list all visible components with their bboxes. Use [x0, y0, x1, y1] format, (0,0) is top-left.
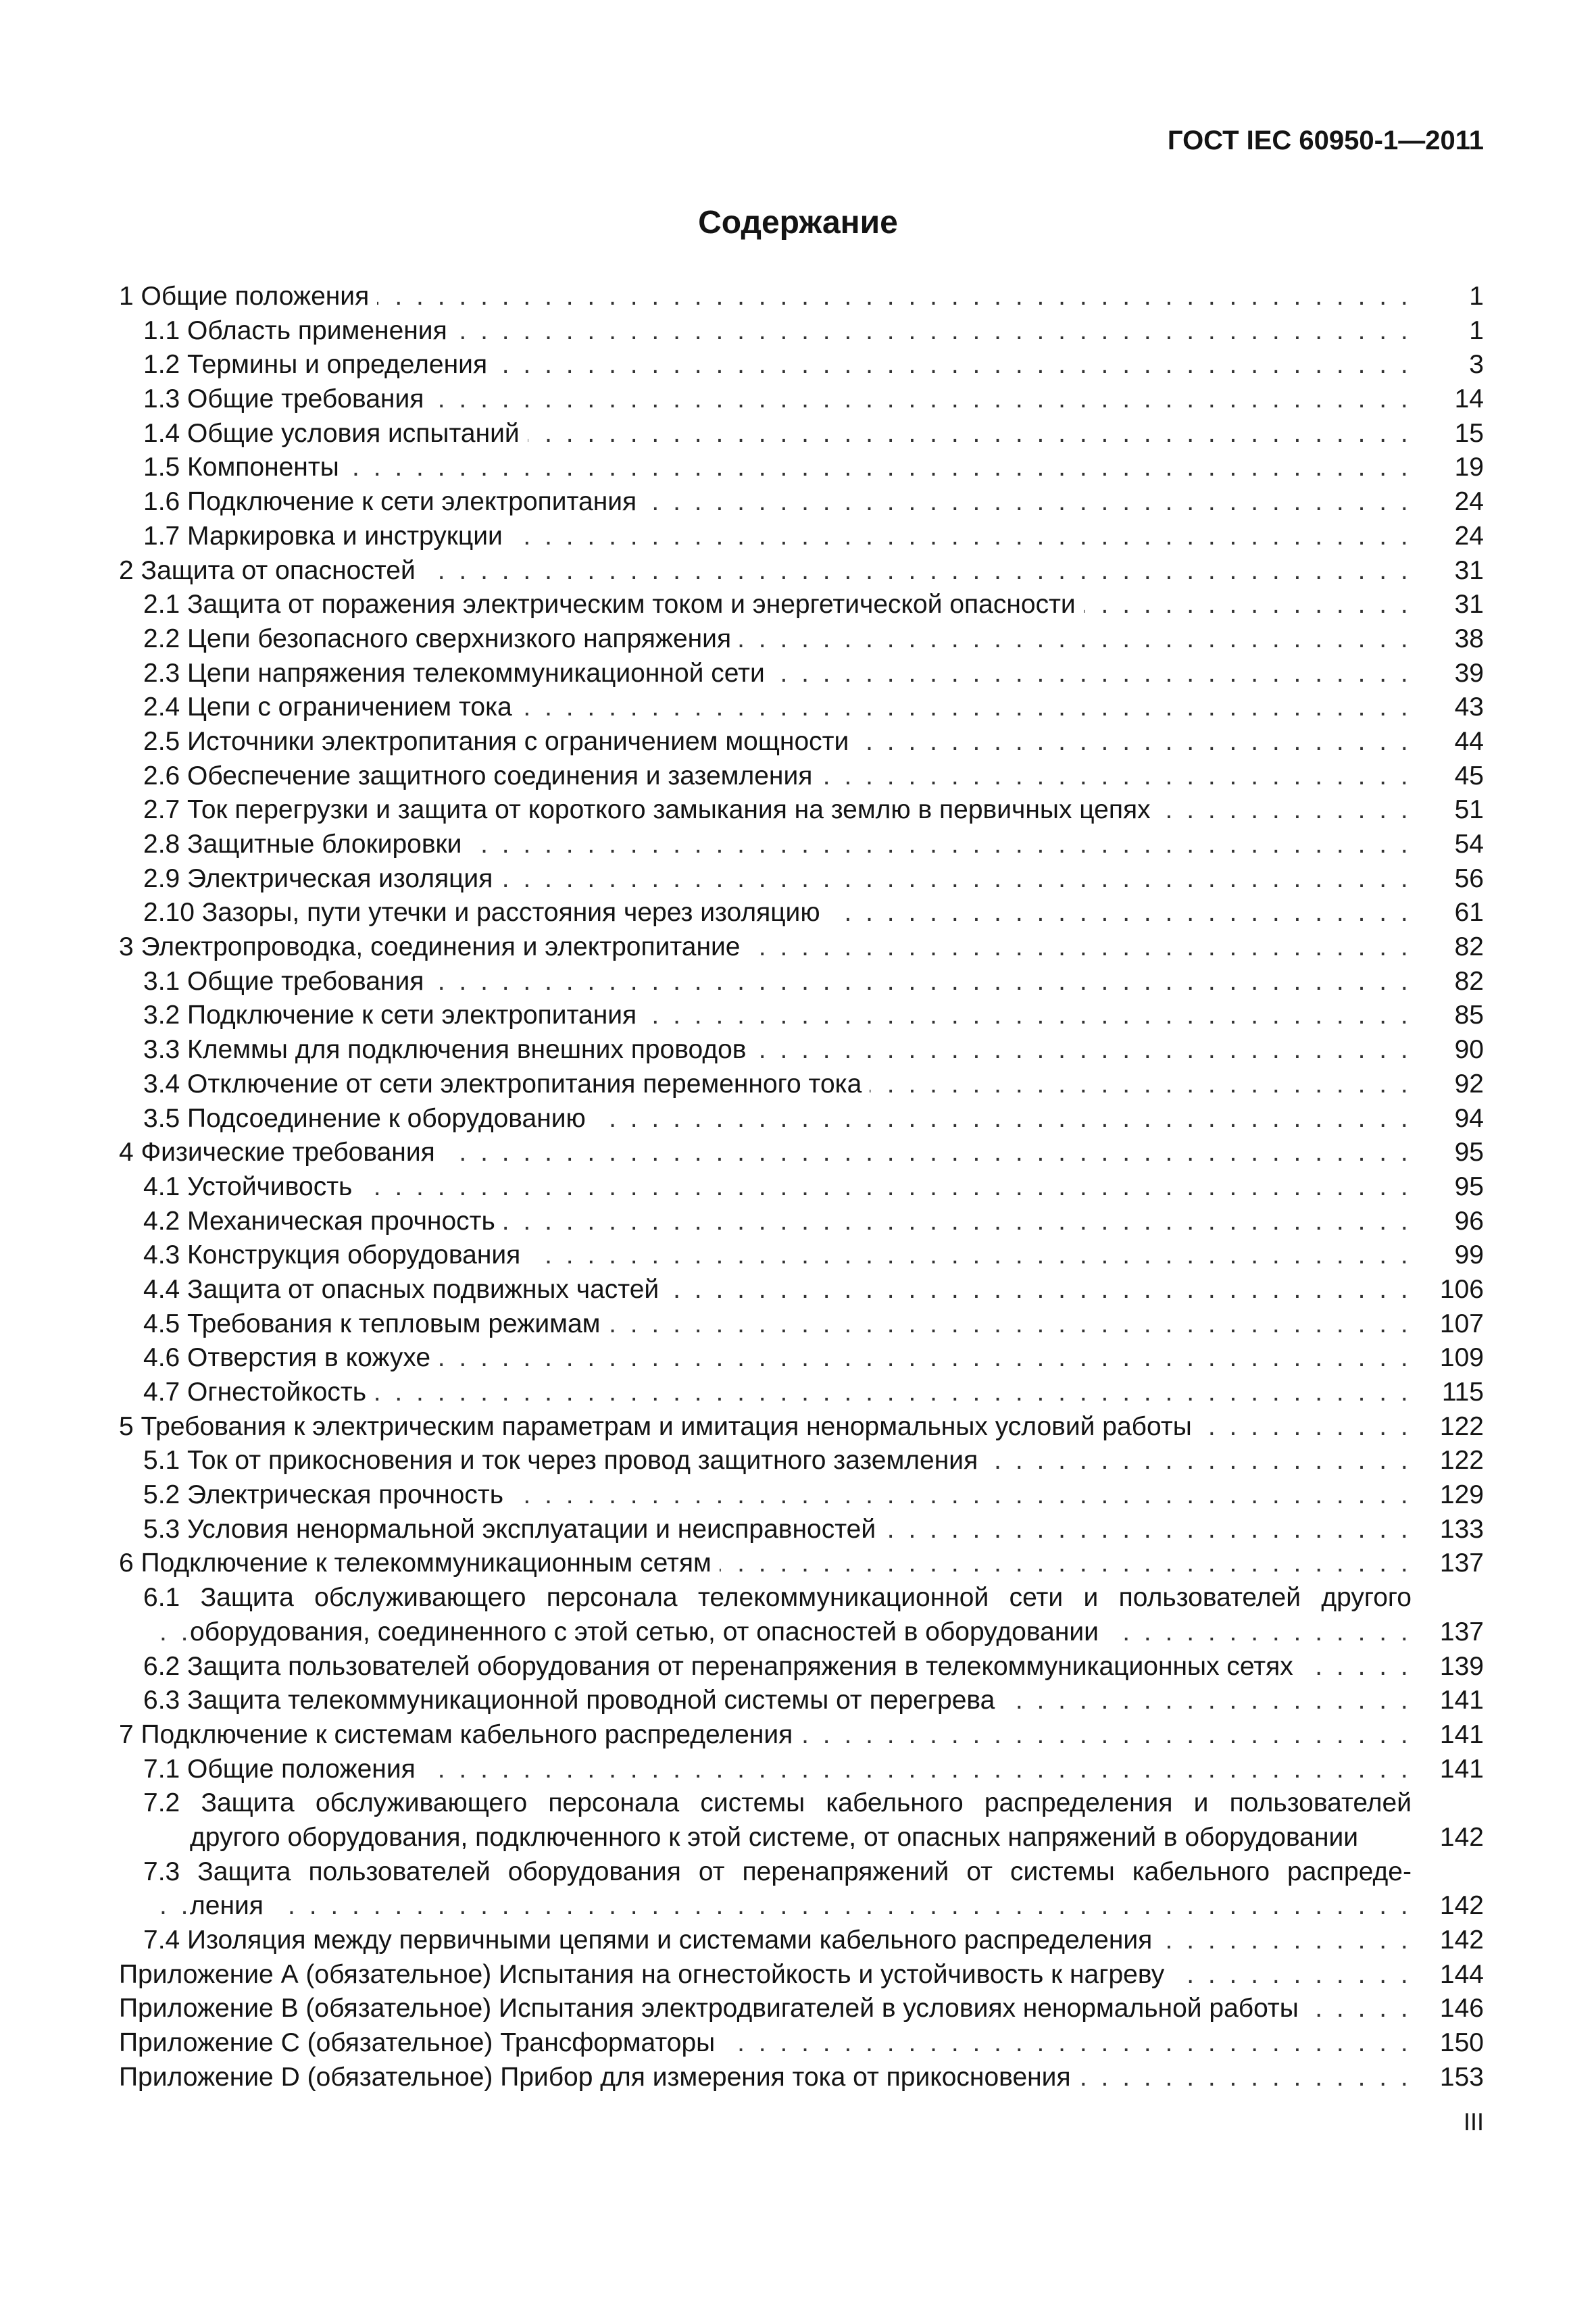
toc-entry-title: 5.3 Условия ненормальной эксплуатации и неисправностей	[143, 1515, 884, 1544]
toc-entry-title: 4.5 Требования к тепловым режимам	[143, 1309, 608, 1338]
toc-entry[interactable]	[119, 280, 1484, 314]
toc-entry[interactable]	[119, 348, 1484, 382]
toc-entry-page: 146	[1439, 1994, 1484, 2023]
toc-entry-title: 3.3 Клеммы для подключения внешних проводов	[143, 1035, 755, 1064]
toc-entry[interactable]	[119, 1205, 1484, 1239]
toc-entry[interactable]	[119, 1821, 1484, 1855]
toc-entry-title: 7.4 Изоляция между первичными цепями и системами кабельного распределения	[143, 1926, 1160, 1955]
toc-entry-page: 82	[1454, 966, 1484, 996]
toc-entry-page: 96	[1454, 1206, 1484, 1236]
toc-entry[interactable]	[119, 1650, 1484, 1684]
table-of-contents	[119, 280, 1484, 2094]
toc-entry[interactable]	[119, 1546, 1484, 1581]
toc-entry-page: 129	[1439, 1480, 1484, 1510]
toc-entry-page: 95	[1454, 1138, 1484, 1167]
toc-entry-page: 141	[1439, 1719, 1484, 1749]
toc-entry[interactable]	[119, 1136, 1484, 1170]
toc-entry-page: 54	[1454, 830, 1484, 859]
toc-entry-title: 6 Подключение к телекоммуникационным сетям	[119, 1549, 720, 1578]
toc-entry[interactable]	[119, 314, 1484, 349]
toc-entry-page: 142	[1439, 1822, 1484, 1852]
toc-entry-title: оборудования, соединенного с этой сетью, от опасностей в оборудовании	[190, 1617, 1107, 1646]
toc-entry-title: 4.3 Конструкция оборудования	[143, 1240, 528, 1269]
toc-entry-title: Приложение С (обязательное) Трансформаторы	[119, 2028, 723, 2057]
toc-entry-title: 3.1 Общие требования	[143, 967, 432, 996]
toc-entry-page: 141	[1439, 1754, 1484, 1784]
toc-entry[interactable]	[119, 2061, 1484, 2095]
toc-entry[interactable]	[119, 417, 1484, 451]
toc-entry[interactable]	[119, 759, 1484, 794]
toc-entry-title: 2 Защита от опасностей	[119, 556, 424, 585]
toc-entry-page: 56	[1454, 863, 1484, 893]
toc-entry-page: 141	[1439, 1686, 1484, 1715]
toc-entry-title: 2.7 Ток перегрузки и защита от короткого замыкания на землю в первичных цепях	[143, 795, 1159, 824]
toc-entry[interactable]	[119, 1410, 1484, 1444]
toc-entry-page: 137	[1439, 1549, 1484, 1578]
toc-entry-page: 150	[1439, 2028, 1484, 2058]
toc-entry-title: 7 Подключение к системам кабельного распределения	[119, 1720, 801, 1749]
toc-entry-title: 2.10 Зазоры, пути утечки и расстояния через изоляцию	[143, 898, 828, 927]
toc-entry-title: 6.1 Защита обслуживающего персонала телекоммуникационной сети и пользователей другого	[143, 1583, 1420, 1612]
toc-entry[interactable]	[119, 1923, 1484, 1958]
toc-entry[interactable]	[119, 588, 1484, 622]
toc-entry[interactable]	[119, 896, 1484, 930]
toc-entry-page: 137	[1439, 1617, 1484, 1646]
toc-entry[interactable]	[119, 1170, 1484, 1205]
toc-entry-title: Приложение D (обязательное) Прибор для измерения тока от прикосновения	[119, 2063, 1079, 2092]
toc-entry[interactable]	[119, 622, 1484, 657]
toc-entry[interactable]	[119, 1478, 1484, 1513]
page-number: III	[1463, 2108, 1484, 2136]
toc-entry-title: 4 Физические требования	[119, 1138, 443, 1167]
toc-entry-title: 1.5 Компоненты	[143, 453, 347, 482]
toc-entry-page: 1	[1469, 282, 1484, 311]
toc-entry-title: 2.4 Цепи с ограничением тока	[143, 693, 520, 722]
toc-entry[interactable]	[119, 1067, 1484, 1102]
toc-entry-title: 6.3 Защита телекоммуникационной проводной системы от перегрева	[143, 1686, 1003, 1715]
toc-entry-page: 61	[1454, 898, 1484, 928]
toc-entry-page: 51	[1454, 795, 1484, 825]
toc-entry[interactable]	[119, 1341, 1484, 1376]
toc-entry-title: 1.2 Термины и определения	[143, 350, 495, 379]
toc-entry[interactable]	[119, 793, 1484, 828]
toc-entry-page: 133	[1439, 1514, 1484, 1544]
toc-entry-page: 92	[1454, 1069, 1484, 1099]
toc-entry[interactable]	[119, 1444, 1484, 1478]
toc-entry-page: 109	[1439, 1343, 1484, 1373]
toc-entry-page: 44	[1454, 726, 1484, 756]
toc-entry-title: 1.6 Подключение к сети электропитания	[143, 487, 645, 516]
toc-entry-title: Приложение В (обязательное) Испытания электродвигателей в условиях ненормальной работы	[119, 1994, 1307, 2023]
toc-entry[interactable]	[119, 554, 1484, 588]
toc-entry-title: 7.3 Защита пользователей оборудования от перенапряжений от системы кабельного распреде-	[143, 1857, 1420, 1886]
toc-entry-page: 107	[1439, 1309, 1484, 1338]
toc-entry[interactable]	[119, 1102, 1484, 1136]
toc-entry-title: 4.4 Защита от опасных подвижных частей	[143, 1275, 667, 1304]
toc-entry[interactable]	[119, 657, 1484, 691]
toc-entry-page: 122	[1439, 1411, 1484, 1441]
toc-entry-title: 1.7 Маркировка и инструкции	[143, 522, 511, 551]
toc-entry-page: 39	[1454, 658, 1484, 688]
toc-entry-page: 24	[1454, 487, 1484, 517]
toc-entry-page: 95	[1454, 1172, 1484, 1201]
toc-entry-page: 99	[1454, 1240, 1484, 1270]
toc-entry-title: 4.1 Устойчивость	[143, 1172, 360, 1201]
toc-entry-page: 3	[1469, 350, 1484, 380]
toc-entry[interactable]	[119, 1753, 1484, 1787]
document-code: ГОСТ IEC 60950-1—2011	[1167, 126, 1484, 155]
toc-entry[interactable]	[119, 1581, 1484, 1615]
toc-entry[interactable]	[119, 828, 1484, 862]
toc-entry-title: 2.5 Источники электропитания с ограничением мощности	[143, 727, 857, 756]
toc-entry-title: 3 Электропроводка, соединения и электропитание	[119, 932, 749, 961]
toc-entry-page: 82	[1454, 932, 1484, 962]
toc-entry-page: 153	[1439, 2062, 1484, 2092]
toc-entry[interactable]	[119, 1273, 1484, 1307]
toc-entry-page: 142	[1439, 1926, 1484, 1955]
toc-entry[interactable]	[119, 1376, 1484, 1410]
toc-entry-title: 2.8 Защитные блокировки	[143, 830, 470, 859]
toc-entry-title: ления	[190, 1891, 272, 1920]
toc-entry-title: 2.2 Цепи безопасного сверхнизкого напряжения	[143, 624, 739, 653]
toc-entry[interactable]	[119, 1307, 1484, 1342]
toc-entry-title: 6.2 Защита пользователей оборудования от перенапряжения в телекоммуникационных сетях	[143, 1652, 1301, 1681]
toc-entry[interactable]	[119, 1238, 1484, 1273]
toc-entry-title: 7.2 Защита обслуживающего персонала системы кабельного распределения и пользователей	[143, 1788, 1420, 1817]
toc-entry[interactable]	[119, 690, 1484, 725]
toc-entry[interactable]	[119, 520, 1484, 554]
toc-entry[interactable]	[119, 1992, 1484, 2026]
toc-entry-title: 1 Общие положения	[119, 282, 377, 311]
toc-entry[interactable]	[119, 1718, 1484, 1753]
toc-entry-page: 14	[1454, 384, 1484, 414]
toc-entry-title: 3.5 Подсоединение к оборудованию	[143, 1104, 594, 1133]
toc-entry[interactable]	[119, 382, 1484, 417]
toc-entry-title: 2.3 Цепи напряжения телекоммуникационной сети	[143, 659, 773, 688]
toc-entry-title: 1.3 Общие требования	[143, 384, 432, 413]
toc-entry-page: 139	[1439, 1651, 1484, 1681]
toc-entry-page: 31	[1454, 590, 1484, 620]
toc-entry[interactable]	[119, 1033, 1484, 1067]
toc-entry-page: 45	[1454, 761, 1484, 790]
toc-entry[interactable]	[119, 2026, 1484, 2061]
toc-entry-title: 4.6 Отверстия в кожухе	[143, 1343, 439, 1372]
toc-entry-page: 1	[1469, 316, 1484, 345]
toc-entry-title: Приложение А (обязательное) Испытания на огнестойкость и устойчивость к нагреву	[119, 1960, 1172, 1989]
toc-entry-title: 5 Требования к электрическим параметрам и имитация ненормальных условий работы	[119, 1412, 1200, 1441]
toc-entry-title: 2.6 Обеспечение защитного соединения и заземления	[143, 761, 820, 790]
toc-entry-title: 3.2 Подключение к сети электропитания	[143, 1001, 645, 1030]
toc-entry-page: 24	[1454, 521, 1484, 551]
toc-entry[interactable]	[119, 1889, 1484, 1923]
toc-entry-title: 4.2 Механическая прочность	[143, 1207, 503, 1236]
toc-entry-page: 85	[1454, 1001, 1484, 1030]
toc-entry-title: 5.1 Ток от прикосновения и ток через провод защитного заземления	[143, 1446, 986, 1475]
toc-entry-title: 1.4 Общие условия испытаний	[143, 419, 528, 448]
toc-entry-page: 43	[1454, 693, 1484, 722]
toc-entry[interactable]	[119, 1855, 1484, 1890]
toc-entry-title: 2.9 Электрическая изоляция	[143, 864, 501, 893]
toc-entry[interactable]	[119, 965, 1484, 999]
toc-entry-title: 7.1 Общие положения	[143, 1755, 424, 1784]
toc-entry-title: 2.1 Защита от поражения электрическим током и энергетической опасности	[143, 590, 1084, 619]
toc-entry-title: 1.1 Область применения	[143, 316, 455, 345]
toc-entry-title: 4.7 Огнестойкость	[143, 1378, 374, 1407]
toc-entry-page: 115	[1441, 1378, 1484, 1407]
toc-entry[interactable]	[119, 930, 1484, 965]
toc-entry[interactable]	[119, 999, 1484, 1033]
toc-entry-page: 94	[1454, 1103, 1484, 1133]
toc-entry-title: 5.2 Электрическая прочность	[143, 1480, 512, 1509]
toc-entry-page: 142	[1439, 1891, 1484, 1921]
toc-entry-title: другого оборудования, подключенного к этой системе, от опасных напряжений в оборудовании	[190, 1823, 1366, 1852]
toc-entry[interactable]	[119, 1684, 1484, 1718]
toc-entry[interactable]	[119, 485, 1484, 520]
toc-entry[interactable]	[119, 862, 1484, 897]
toc-entry-page: 15	[1454, 418, 1484, 448]
toc-title: Содержание	[698, 205, 898, 241]
toc-entry-page: 38	[1454, 624, 1484, 653]
toc-entry[interactable]	[119, 1513, 1484, 1547]
toc-entry[interactable]	[119, 1958, 1484, 1992]
toc-entry-page: 122	[1439, 1446, 1484, 1476]
toc-entry-page: 90	[1454, 1035, 1484, 1065]
toc-entry[interactable]	[119, 1615, 1484, 1650]
toc-entry-page: 31	[1454, 555, 1484, 585]
toc-entry-page: 19	[1454, 453, 1484, 482]
toc-entry-title: 3.4 Отключение от сети электропитания переменного тока	[143, 1070, 870, 1099]
toc-entry[interactable]	[119, 1786, 1484, 1821]
toc-entry[interactable]	[119, 451, 1484, 485]
toc-entry-page: 106	[1439, 1274, 1484, 1304]
toc-entry-page: 144	[1439, 1959, 1484, 1989]
toc-entry[interactable]	[119, 725, 1484, 759]
